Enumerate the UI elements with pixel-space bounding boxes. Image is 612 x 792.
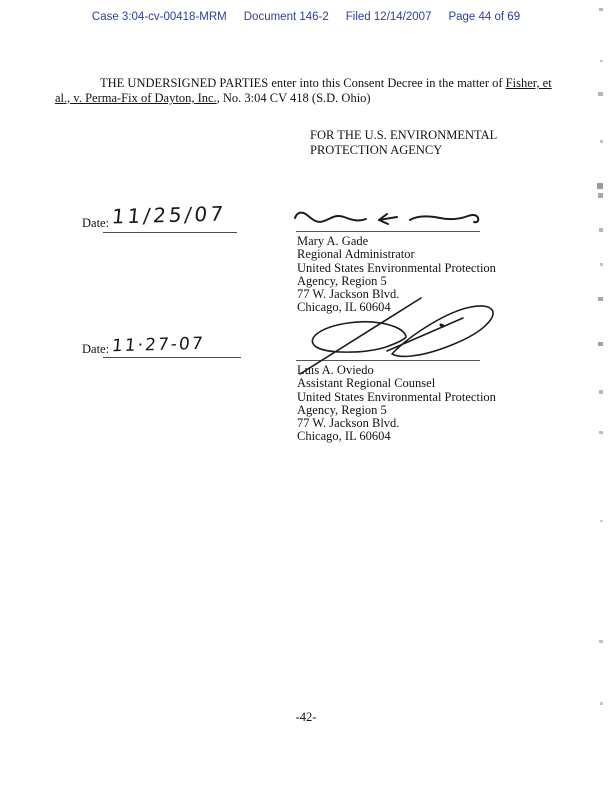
intro-line-2 [55, 91, 563, 106]
agency-heading-line2: PROTECTION AGENCY [310, 142, 443, 157]
scan-artifact [600, 520, 603, 522]
scan-artifact [600, 140, 603, 143]
signer-address-line1: 77 W. Jackson Blvd. [297, 287, 400, 302]
page-number: -42- [295, 710, 317, 724]
handwritten-date-2: 11·27-07 [110, 333, 206, 357]
scan-artifact [599, 8, 603, 11]
scan-artifact [600, 60, 603, 62]
signer-title: Assistant Regional Counsel [297, 376, 436, 391]
case-number: Case 3:04-cv-00418-MRM [91, 11, 227, 23]
scan-artifact [598, 342, 603, 346]
signer-org-line2: Agency, Region 5 [297, 273, 387, 288]
signer-address-line2: Chicago, IL 60604 [297, 429, 391, 444]
intro-text-2: , No. 3:04 CV 418 (S.D. Ohio) [216, 91, 371, 105]
signer-org-line1: United States Environmental Protection [297, 260, 496, 275]
scan-artifact [600, 702, 603, 705]
signature-underline-1 [296, 231, 480, 232]
case-citation-part1: Fisher, et [505, 76, 552, 90]
intro-text-1: THE UNDERSIGNED PARTIES enter into this Consent Decree in the matter of [100, 76, 506, 90]
signer-address-line1: 77 W. Jackson Blvd. [297, 416, 400, 431]
date-underline-1 [103, 232, 237, 233]
signer-name: Mary A. Gade [297, 234, 369, 248]
date-label-2: Date: [82, 342, 110, 356]
scan-artifact [598, 92, 603, 96]
filed-date: Filed 12/14/2007 [345, 11, 432, 23]
scan-artifact [598, 297, 603, 301]
scan-artifact [599, 640, 603, 643]
agency-heading [310, 128, 497, 157]
signer-title: Regional Administrator [297, 247, 415, 262]
scan-artifact [599, 228, 603, 232]
signature-scrawl-oviedo [292, 296, 507, 376]
case-citation-part2: al., v. Perma-Fix of Dayton, Inc. [55, 91, 217, 105]
signer-org-line1: United States Environmental Protection [297, 389, 496, 404]
scan-artifact [597, 183, 603, 189]
signer-address-line2: Chicago, IL 60604 [297, 300, 391, 315]
signature-scrawl-gade [290, 205, 495, 233]
intro-line-1 [55, 76, 563, 91]
date-underline-2 [103, 357, 241, 358]
handwritten-date-1: 11/25/07 [110, 201, 228, 229]
scan-artifact [599, 390, 603, 394]
date-label-1: Date: [82, 216, 110, 230]
intro-paragraph [55, 76, 563, 106]
court-header [0, 11, 612, 23]
page-of: Page 44 of 69 [448, 11, 521, 23]
document-number: Document 146-2 [243, 11, 329, 23]
scan-artifact [598, 193, 603, 198]
signer-name: Luis A. Oviedo [297, 363, 374, 377]
signer-org-line2: Agency, Region 5 [297, 402, 387, 417]
agency-heading-line1: FOR THE U.S. ENVIRONMENTAL [310, 128, 498, 142]
scan-artifact [600, 263, 603, 266]
scan-artifact [599, 431, 603, 434]
